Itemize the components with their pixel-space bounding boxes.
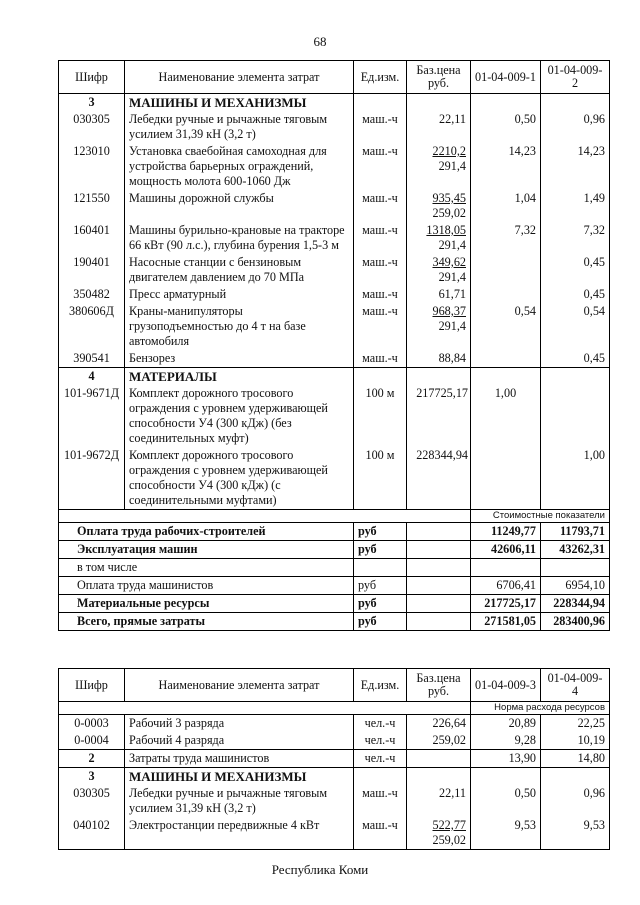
row-price: 226,64 (407, 715, 471, 733)
row-code: 101-9672Д (59, 447, 125, 510)
table-row (59, 350, 610, 368)
row-value-1 (471, 447, 541, 510)
row-code: 0-0004 (59, 732, 125, 750)
summary-name: в том числе (59, 559, 354, 577)
row-unit: маш.-ч (354, 190, 407, 222)
row-name: Бензорез (125, 350, 354, 368)
row-value-1: 9,53 (471, 817, 541, 850)
section-title: МАШИНЫ И МЕХАНИЗМЫ (125, 768, 354, 786)
row-value-2: 0,45 (541, 286, 610, 303)
row-name: Лебедки ручные и рычажные тяговым усилием 31,39 кН (3,2 т) (125, 111, 354, 143)
header-name: Наименование элемента затрат (125, 669, 354, 702)
summary-row (59, 559, 610, 577)
row-value-1: 0,50 (471, 785, 541, 817)
table-row (59, 286, 610, 303)
row-code: 390541 (59, 350, 125, 368)
row-price: 228344,94 (407, 447, 471, 510)
summary-row (59, 613, 610, 631)
row-price: 22,11 (407, 785, 471, 817)
summary-value-2: 6954,10 (541, 577, 610, 595)
row-value-2: 0,54 (541, 303, 610, 350)
table-header (59, 61, 610, 94)
row-code: 190401 (59, 254, 125, 286)
summary-row (59, 541, 610, 559)
price-salary: 291,4 (438, 238, 466, 252)
row-unit: маш.-ч (354, 303, 407, 350)
norm-label: Норма расхода ресурсов (471, 702, 610, 715)
row-name: Электростанции передвижные 4 кВт (125, 817, 354, 850)
table-row (59, 785, 610, 817)
row-unit: маш.-ч (354, 817, 407, 850)
row-price: 22,11 (407, 111, 471, 143)
norm-label-row (59, 702, 610, 715)
row-price (407, 190, 471, 222)
summary-unit: руб (354, 523, 407, 541)
row-name: Комплект дорожного тросового ограждения с уровнем удерживающей способности У4 (300 кДж) (без соединительных муфт) (125, 385, 354, 447)
section-title: МАТЕРИАЛЫ (125, 368, 354, 386)
row-code: 160401 (59, 222, 125, 254)
summary-name: Всего, прямые затраты (59, 613, 354, 631)
summary-value-1: 6706,41 (471, 577, 541, 595)
price-salary: 291,4 (438, 159, 466, 173)
row-value-2: 0,96 (541, 785, 610, 817)
row-price (407, 254, 471, 286)
section-row (59, 750, 610, 768)
row-unit: маш.-ч (354, 350, 407, 368)
row-unit: маш.-ч (354, 143, 407, 190)
row-value-2 (541, 385, 610, 447)
header-unit: Ед.изм. (354, 61, 407, 94)
row-value-2: 10,19 (541, 732, 610, 750)
price-underlined: 349,62 (432, 255, 466, 269)
summary-unit: руб (354, 541, 407, 559)
row-value-1: 20,89 (471, 715, 541, 733)
table-header (59, 669, 610, 702)
row-name: Насосные станции с бензиновым двигателем давлением до 70 МПа (125, 254, 354, 286)
header-name: Наименование элемента затрат (125, 61, 354, 94)
row-value-2: 22,25 (541, 715, 610, 733)
row-name: Лебедки ручные и рычажные тяговым усилием 31,39 кН (3,2 т) (125, 785, 354, 817)
row-price (407, 817, 471, 850)
row-value-2: 7,32 (541, 222, 610, 254)
row-value-2: 14,23 (541, 143, 610, 190)
row-code: 040102 (59, 817, 125, 850)
row-value-2: 9,53 (541, 817, 610, 850)
summary-unit (354, 559, 407, 577)
row-unit: маш.-ч (354, 785, 407, 817)
table-row (59, 715, 610, 733)
row-unit: чел.-ч (354, 750, 407, 768)
row-value-1 (471, 286, 541, 303)
section-row (59, 768, 610, 786)
table-row (59, 817, 610, 850)
table-row (59, 143, 610, 190)
page-number: 68 (313, 34, 327, 49)
row-code: 0-0003 (59, 715, 125, 733)
price-salary: 259,02 (432, 206, 466, 220)
row-value-1 (471, 350, 541, 368)
table-row (59, 732, 610, 750)
section-row (59, 94, 610, 112)
row-price (407, 222, 471, 254)
price-salary: 259,02 (432, 833, 466, 847)
price-salary: 291,4 (438, 270, 466, 284)
summary-label: Стоимостные показатели (471, 510, 610, 523)
row-value-2: 0,45 (541, 350, 610, 368)
summary-value-2: 283400,96 (541, 613, 610, 631)
row-value-2: 14,80 (541, 750, 610, 768)
row-name: Затраты труда машинистов (125, 750, 354, 768)
section-number: 4 (59, 368, 125, 386)
table-row (59, 254, 610, 286)
summary-value-2: 43262,31 (541, 541, 610, 559)
summary-value-1: 271581,05 (471, 613, 541, 631)
summary-value-1 (471, 559, 541, 577)
row-name: Машины дорожной службы (125, 190, 354, 222)
table-row (59, 447, 610, 510)
header-col1: 01-04-009-1 (471, 61, 541, 94)
header-col2: 01-04-009-2 (541, 61, 610, 94)
row-value-1: 14,23 (471, 143, 541, 190)
row-price: 259,02 (407, 732, 471, 750)
row-code: 101-9671Д (59, 385, 125, 447)
price-underlined: 935,45 (432, 191, 466, 205)
summary-value-2 (541, 559, 610, 577)
section-number: 3 (59, 768, 125, 786)
row-value-2: 0,96 (541, 111, 610, 143)
row-unit: чел.-ч (354, 715, 407, 733)
table-row (59, 385, 610, 447)
row-name: Рабочий 3 разряда (125, 715, 354, 733)
section-title: МАШИНЫ И МЕХАНИЗМЫ (125, 94, 354, 112)
price-underlined: 522,77 (432, 818, 466, 832)
row-unit: 100 м (354, 385, 407, 447)
section-row (59, 368, 610, 386)
table-row (59, 111, 610, 143)
row-value-1: 7,32 (471, 222, 541, 254)
row-value-1: 0,54 (471, 303, 541, 350)
summary-name: Оплата труда рабочих-строителей (59, 523, 354, 541)
price-underlined: 1318,05 (426, 223, 466, 237)
row-unit: маш.-ч (354, 111, 407, 143)
row-code: 123010 (59, 143, 125, 190)
row-name: Установка сваебойная самоходная для устройства барьерных ограждений, мощность молота 600-1060 Дж (125, 143, 354, 190)
summary-row (59, 595, 610, 613)
row-unit: 100 м (354, 447, 407, 510)
row-value-1: 0,50 (471, 111, 541, 143)
summary-name: Оплата труда машинистов (59, 577, 354, 595)
header-base-price: Баз.цена руб. (407, 61, 471, 94)
row-unit: маш.-ч (354, 254, 407, 286)
summary-name: Эксплуатация машин (59, 541, 354, 559)
summary-name: Материальные ресурсы (59, 595, 354, 613)
row-name: Комплект дорожного тросового ограждения с уровнем удерживающей способности У4 (300 кДж) (с соединительными муфтами) (125, 447, 354, 510)
header-code: Шифр (59, 61, 125, 94)
row-value-1: 1,00 (471, 385, 541, 447)
price-underlined: 968,37 (432, 304, 466, 318)
row-price: 61,71 (407, 286, 471, 303)
header-base-price: Баз.цена руб. (407, 669, 471, 702)
summary-unit: руб (354, 577, 407, 595)
row-value-2: 0,45 (541, 254, 610, 286)
row-value-2: 1,49 (541, 190, 610, 222)
row-unit: чел.-ч (354, 732, 407, 750)
section-number: 3 (59, 94, 125, 112)
summary-row (59, 577, 610, 595)
summary-value-1: 11249,77 (471, 523, 541, 541)
table-row (59, 303, 610, 350)
row-name: Рабочий 4 разряда (125, 732, 354, 750)
row-value-1: 1,04 (471, 190, 541, 222)
header-col2: 01-04-009-4 (541, 669, 610, 702)
header-col1: 01-04-009-3 (471, 669, 541, 702)
row-unit: маш.-ч (354, 286, 407, 303)
summary-value-2: 228344,94 (541, 595, 610, 613)
row-price: 88,84 (407, 350, 471, 368)
row-name: Машины бурильно-крановые на тракторе 66 кВт (90 л.с.), глубина бурения 1,5-3 м (125, 222, 354, 254)
row-value-2: 1,00 (541, 447, 610, 510)
footer-region: Республика Коми (271, 862, 369, 877)
summary-value-1: 42606,11 (471, 541, 541, 559)
summary-value-2: 11793,71 (541, 523, 610, 541)
row-price (407, 303, 471, 350)
header-code: Шифр (59, 669, 125, 702)
row-code: 121550 (59, 190, 125, 222)
summary-unit: руб (354, 613, 407, 631)
row-value-1: 9,28 (471, 732, 541, 750)
row-name: Краны-манипуляторы грузоподъемностью до 4 т на базе автомобиля (125, 303, 354, 350)
section-number: 2 (59, 750, 125, 768)
table-row (59, 190, 610, 222)
row-price (407, 143, 471, 190)
summary-unit: руб (354, 595, 407, 613)
row-unit: маш.-ч (354, 222, 407, 254)
price-underlined: 2210,2 (432, 144, 466, 158)
row-value-1: 13,90 (471, 750, 541, 768)
row-code: 030305 (59, 785, 125, 817)
summary-label-row (59, 510, 610, 523)
header-unit: Ед.изм. (354, 669, 407, 702)
row-name: Пресс арматурный (125, 286, 354, 303)
cost-table-2 (58, 668, 610, 850)
row-code: 380606Д (59, 303, 125, 350)
table-row (59, 222, 610, 254)
summary-row (59, 523, 610, 541)
summary-value-1: 217725,17 (471, 595, 541, 613)
row-code: 030305 (59, 111, 125, 143)
cost-table-1 (58, 60, 610, 631)
price-salary: 291,4 (438, 319, 466, 333)
row-price: 217725,17 (407, 385, 471, 447)
row-value-1 (471, 254, 541, 286)
row-code: 350482 (59, 286, 125, 303)
